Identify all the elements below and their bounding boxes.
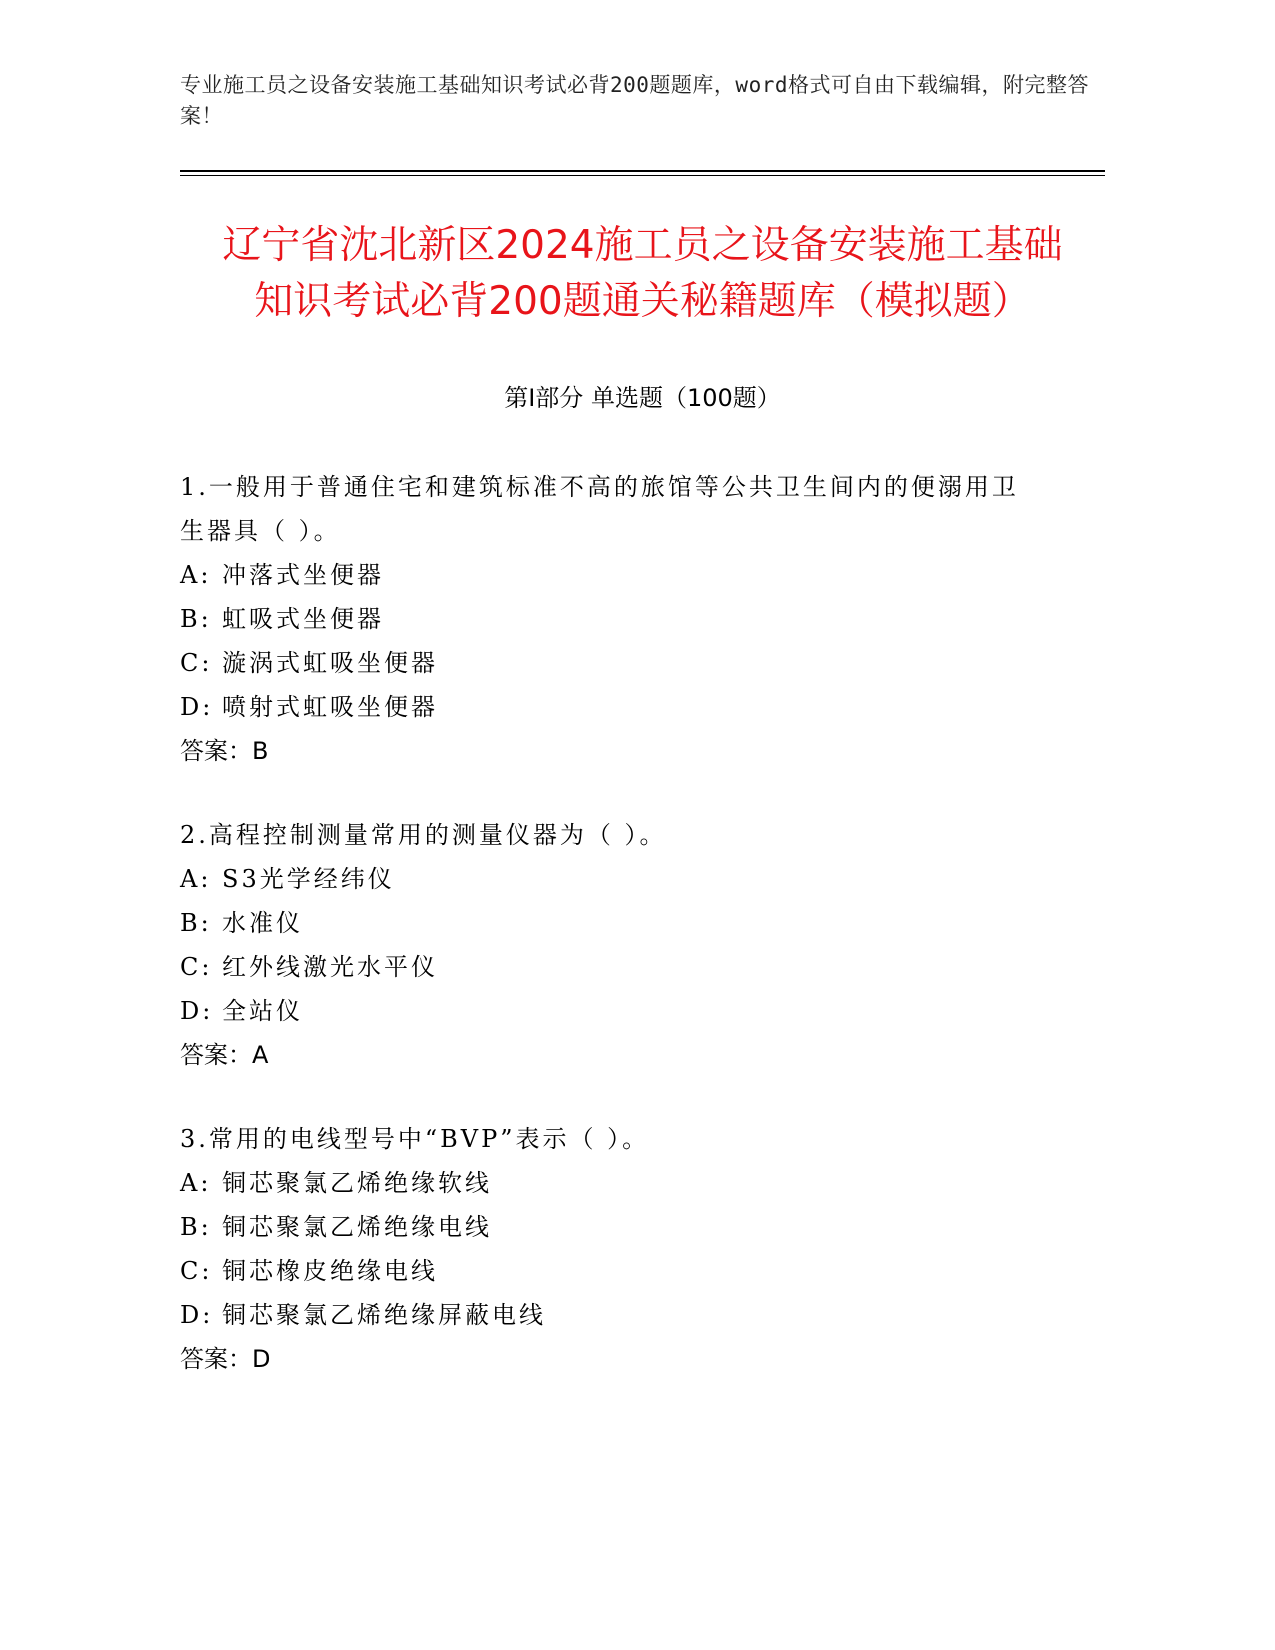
- option-text: 铜芯聚氯乙烯绝缘屏蔽电线: [222, 1301, 546, 1329]
- question-list: [180, 465, 1105, 1381]
- option-a: [180, 1161, 1105, 1205]
- option-c: [180, 1249, 1105, 1293]
- option-letter: D:: [180, 997, 214, 1025]
- option-letter: C:: [180, 649, 213, 677]
- option-letter: A:: [180, 865, 212, 893]
- question-stem: 2.高程控制测量常用的测量仪器为（ ）。: [180, 821, 667, 849]
- option-b: [180, 901, 1105, 945]
- divider-thin-line: [180, 175, 1105, 176]
- answer-label: 答案：B: [180, 737, 269, 765]
- option-text: 漩涡式虹吸坐便器: [222, 649, 438, 677]
- question-stem: 1.一般用于普通住宅和建筑标准不高的旅馆等公共卫生间内的便溺用卫生器具（ ）。: [180, 473, 1019, 545]
- question-stem: 3.常用的电线型号中“BVP”表示（ ）。: [180, 1125, 650, 1153]
- option-letter: C:: [180, 1257, 213, 1285]
- option-c: [180, 641, 1105, 685]
- document-page: [180, 70, 1105, 1421]
- option-text: 喷射式虹吸坐便器: [222, 693, 438, 721]
- option-letter: A:: [180, 1169, 212, 1197]
- option-text: 水准仪: [222, 909, 303, 937]
- answer-label: 答案：D: [180, 1345, 271, 1373]
- option-text: S3光学经纬仪: [222, 865, 395, 893]
- option-d: [180, 989, 1105, 1033]
- header-divider: [180, 170, 1105, 176]
- option-d: [180, 1293, 1105, 1337]
- answer-label: 答案：A: [180, 1041, 269, 1069]
- option-text: 铜芯聚氯乙烯绝缘电线: [222, 1213, 492, 1241]
- option-letter: B:: [180, 605, 212, 633]
- option-letter: B:: [180, 909, 212, 937]
- option-d: [180, 685, 1105, 729]
- option-letter: B:: [180, 1213, 212, 1241]
- option-text: 全站仪: [222, 997, 303, 1025]
- question-item: [180, 1117, 1105, 1381]
- document-title: 辽宁省沈北新区2024施工员之设备安装施工基础知识考试必背200题通关秘籍题库（模拟题）: [222, 223, 1063, 324]
- option-b: [180, 1205, 1105, 1249]
- section-title: 第Ⅰ部分 单选题（100题）: [504, 384, 781, 412]
- option-letter: C:: [180, 953, 213, 981]
- option-b: [180, 597, 1105, 641]
- question-item: [180, 465, 1105, 773]
- option-text: 红外线激光水平仪: [222, 953, 438, 981]
- option-letter: A:: [180, 561, 212, 589]
- header-note: 专业施工员之设备安装施工基础知识考试必背200题题库，word格式可自由下载编辑，附完整答案！: [180, 73, 1089, 128]
- option-text: 铜芯橡皮绝缘电线: [222, 1257, 438, 1285]
- option-letter: D:: [180, 693, 214, 721]
- divider-thick-line: [180, 170, 1105, 172]
- option-c: [180, 945, 1105, 989]
- option-a: [180, 857, 1105, 901]
- option-a: [180, 553, 1105, 597]
- option-text: 虹吸式坐便器: [222, 605, 384, 633]
- option-letter: D:: [180, 1301, 214, 1329]
- option-text: 冲落式坐便器: [222, 561, 384, 589]
- option-text: 铜芯聚氯乙烯绝缘软线: [222, 1169, 492, 1197]
- question-item: [180, 813, 1105, 1077]
